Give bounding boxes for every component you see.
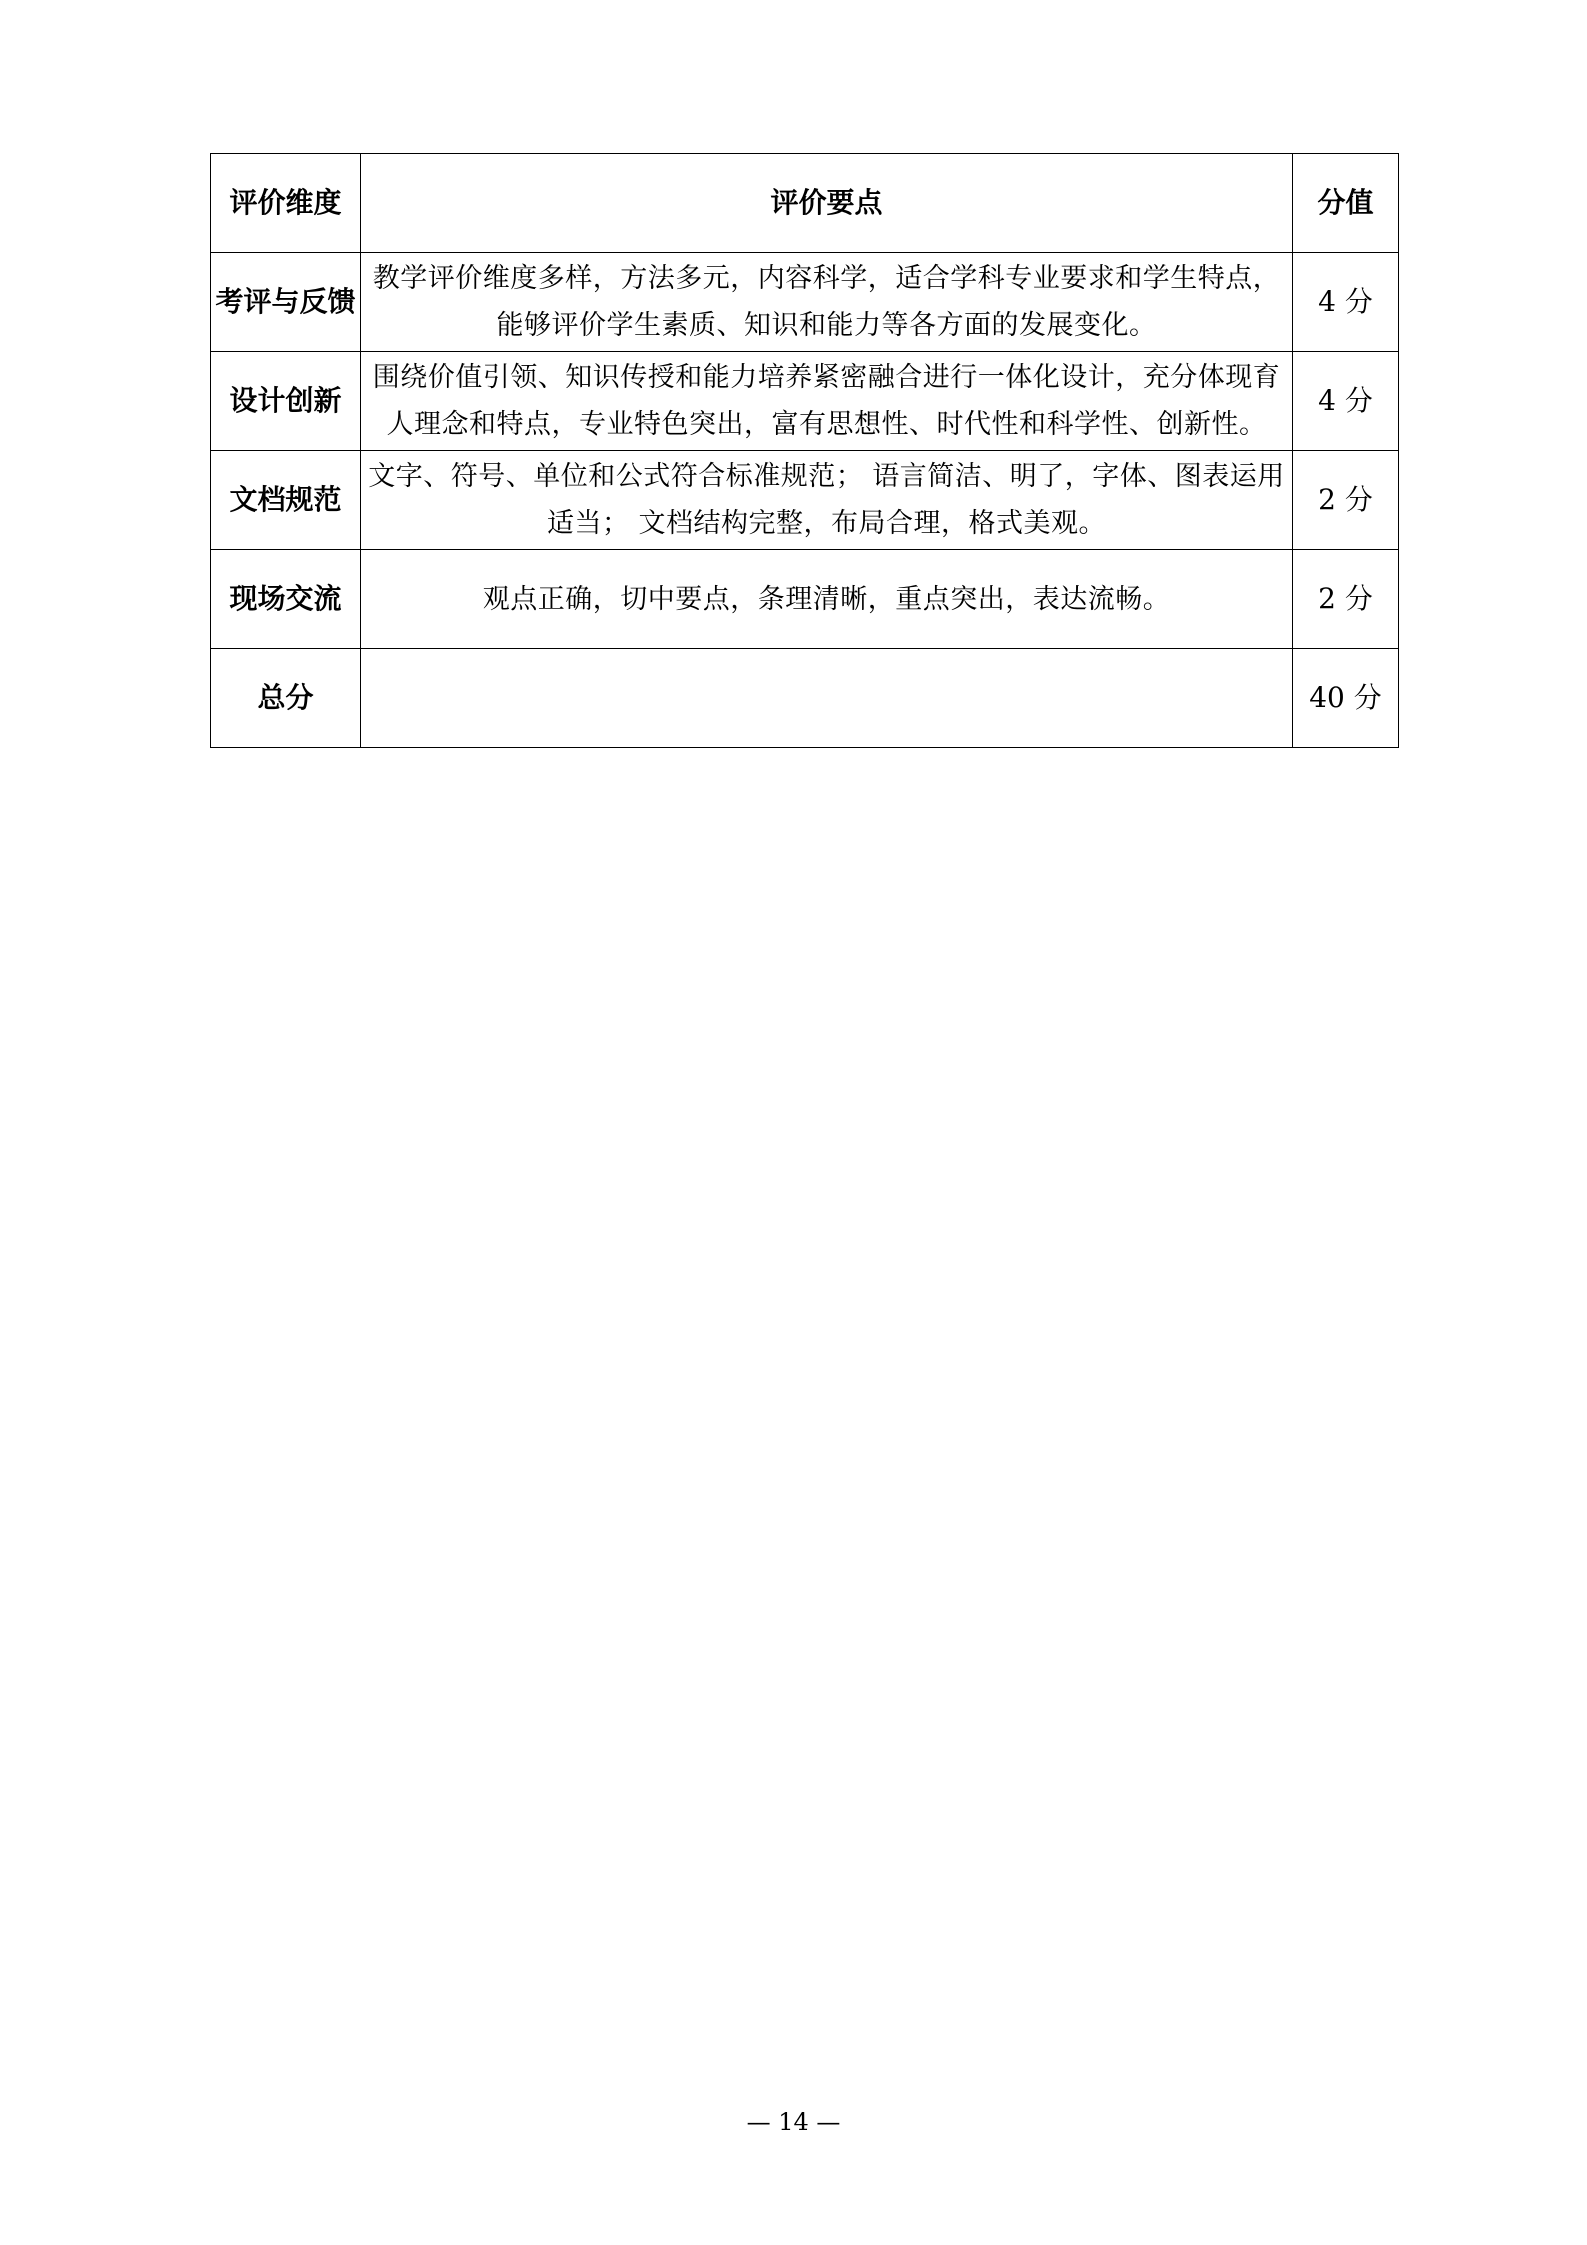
header-points: 评价要点 [361,154,1293,253]
table-total-row [211,649,1399,748]
table-row [211,550,1399,649]
row-points: 教学评价维度多样，方法多元，内容科学，适合学科专业要求和学生特点，能够评价学生素质、知识和能力等各方面的发展变化。 [361,253,1293,352]
row-score: 4 分 [1293,253,1399,352]
table-row [211,451,1399,550]
row-score: 2 分 [1293,550,1399,649]
evaluation-criteria-table [210,153,1399,748]
table-header-row [211,154,1399,253]
page-number: — 14 — [746,2108,841,2136]
total-label: 总分 [211,649,361,748]
total-score: 40 分 [1293,649,1399,748]
row-points: 围绕价值引领、知识传授和能力培养紧密融合进行一体化设计，充分体现育人理念和特点，专业特色突出，富有思想性、时代性和科学性、创新性。 [361,352,1293,451]
row-dimension: 考评与反馈 [211,253,361,352]
total-points-empty [361,649,1293,748]
row-score: 4 分 [1293,352,1399,451]
row-score: 2 分 [1293,451,1399,550]
row-dimension: 现场交流 [211,550,361,649]
header-score: 分值 [1293,154,1399,253]
table-row [211,253,1399,352]
header-dimension: 评价维度 [211,154,361,253]
row-dimension: 文档规范 [211,451,361,550]
row-points: 文字、符号、单位和公式符合标准规范； 语言简洁、明了，字体、图表运用适当； 文档结构完整，布局合理，格式美观。 [361,451,1293,550]
table-row [211,352,1399,451]
row-dimension: 设计创新 [211,352,361,451]
row-points: 观点正确，切中要点，条理清晰，重点突出，表达流畅。 [361,550,1293,649]
